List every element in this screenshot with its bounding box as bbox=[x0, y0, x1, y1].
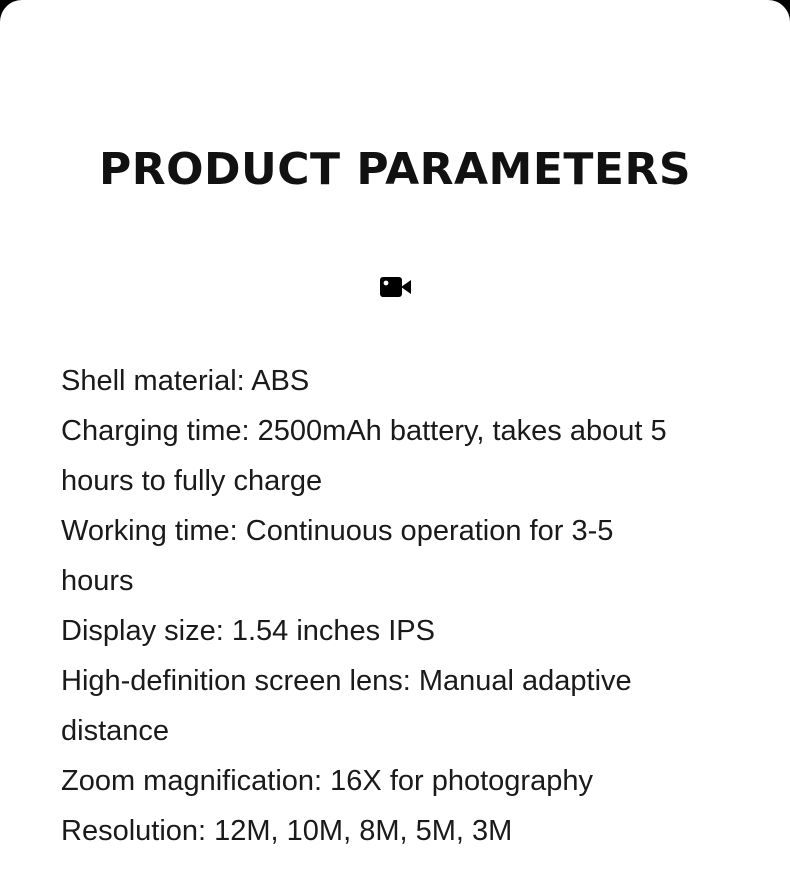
param-line-zoom: Zoom magnification: 16X for photography bbox=[61, 765, 593, 797]
parameter-list bbox=[61, 356, 741, 856]
param-line-screen-lens-cont: distance bbox=[61, 715, 170, 747]
param-line-resolution: Resolution: 12M, 10M, 8M, 5M, 3M bbox=[61, 815, 513, 847]
param-line-working-time: Working time: Continuous operation for 3-5 bbox=[61, 515, 614, 547]
param-line-display-size: Display size: 1.54 inches IPS bbox=[61, 615, 435, 647]
video-camera-icon bbox=[380, 277, 411, 297]
param-line-working-time-cont: hours bbox=[61, 565, 134, 597]
param-line-screen-lens: High-definition screen lens: Manual adaptive bbox=[61, 665, 632, 697]
param-line-charging-time: Charging time: 2500mAh battery, takes about 5 bbox=[61, 415, 667, 447]
param-line-shell-material: Shell material: ABS bbox=[61, 365, 310, 397]
page-title: PRODUCT PARAMETERS bbox=[98, 144, 692, 195]
param-line-charging-time-cont: hours to fully charge bbox=[61, 465, 323, 497]
